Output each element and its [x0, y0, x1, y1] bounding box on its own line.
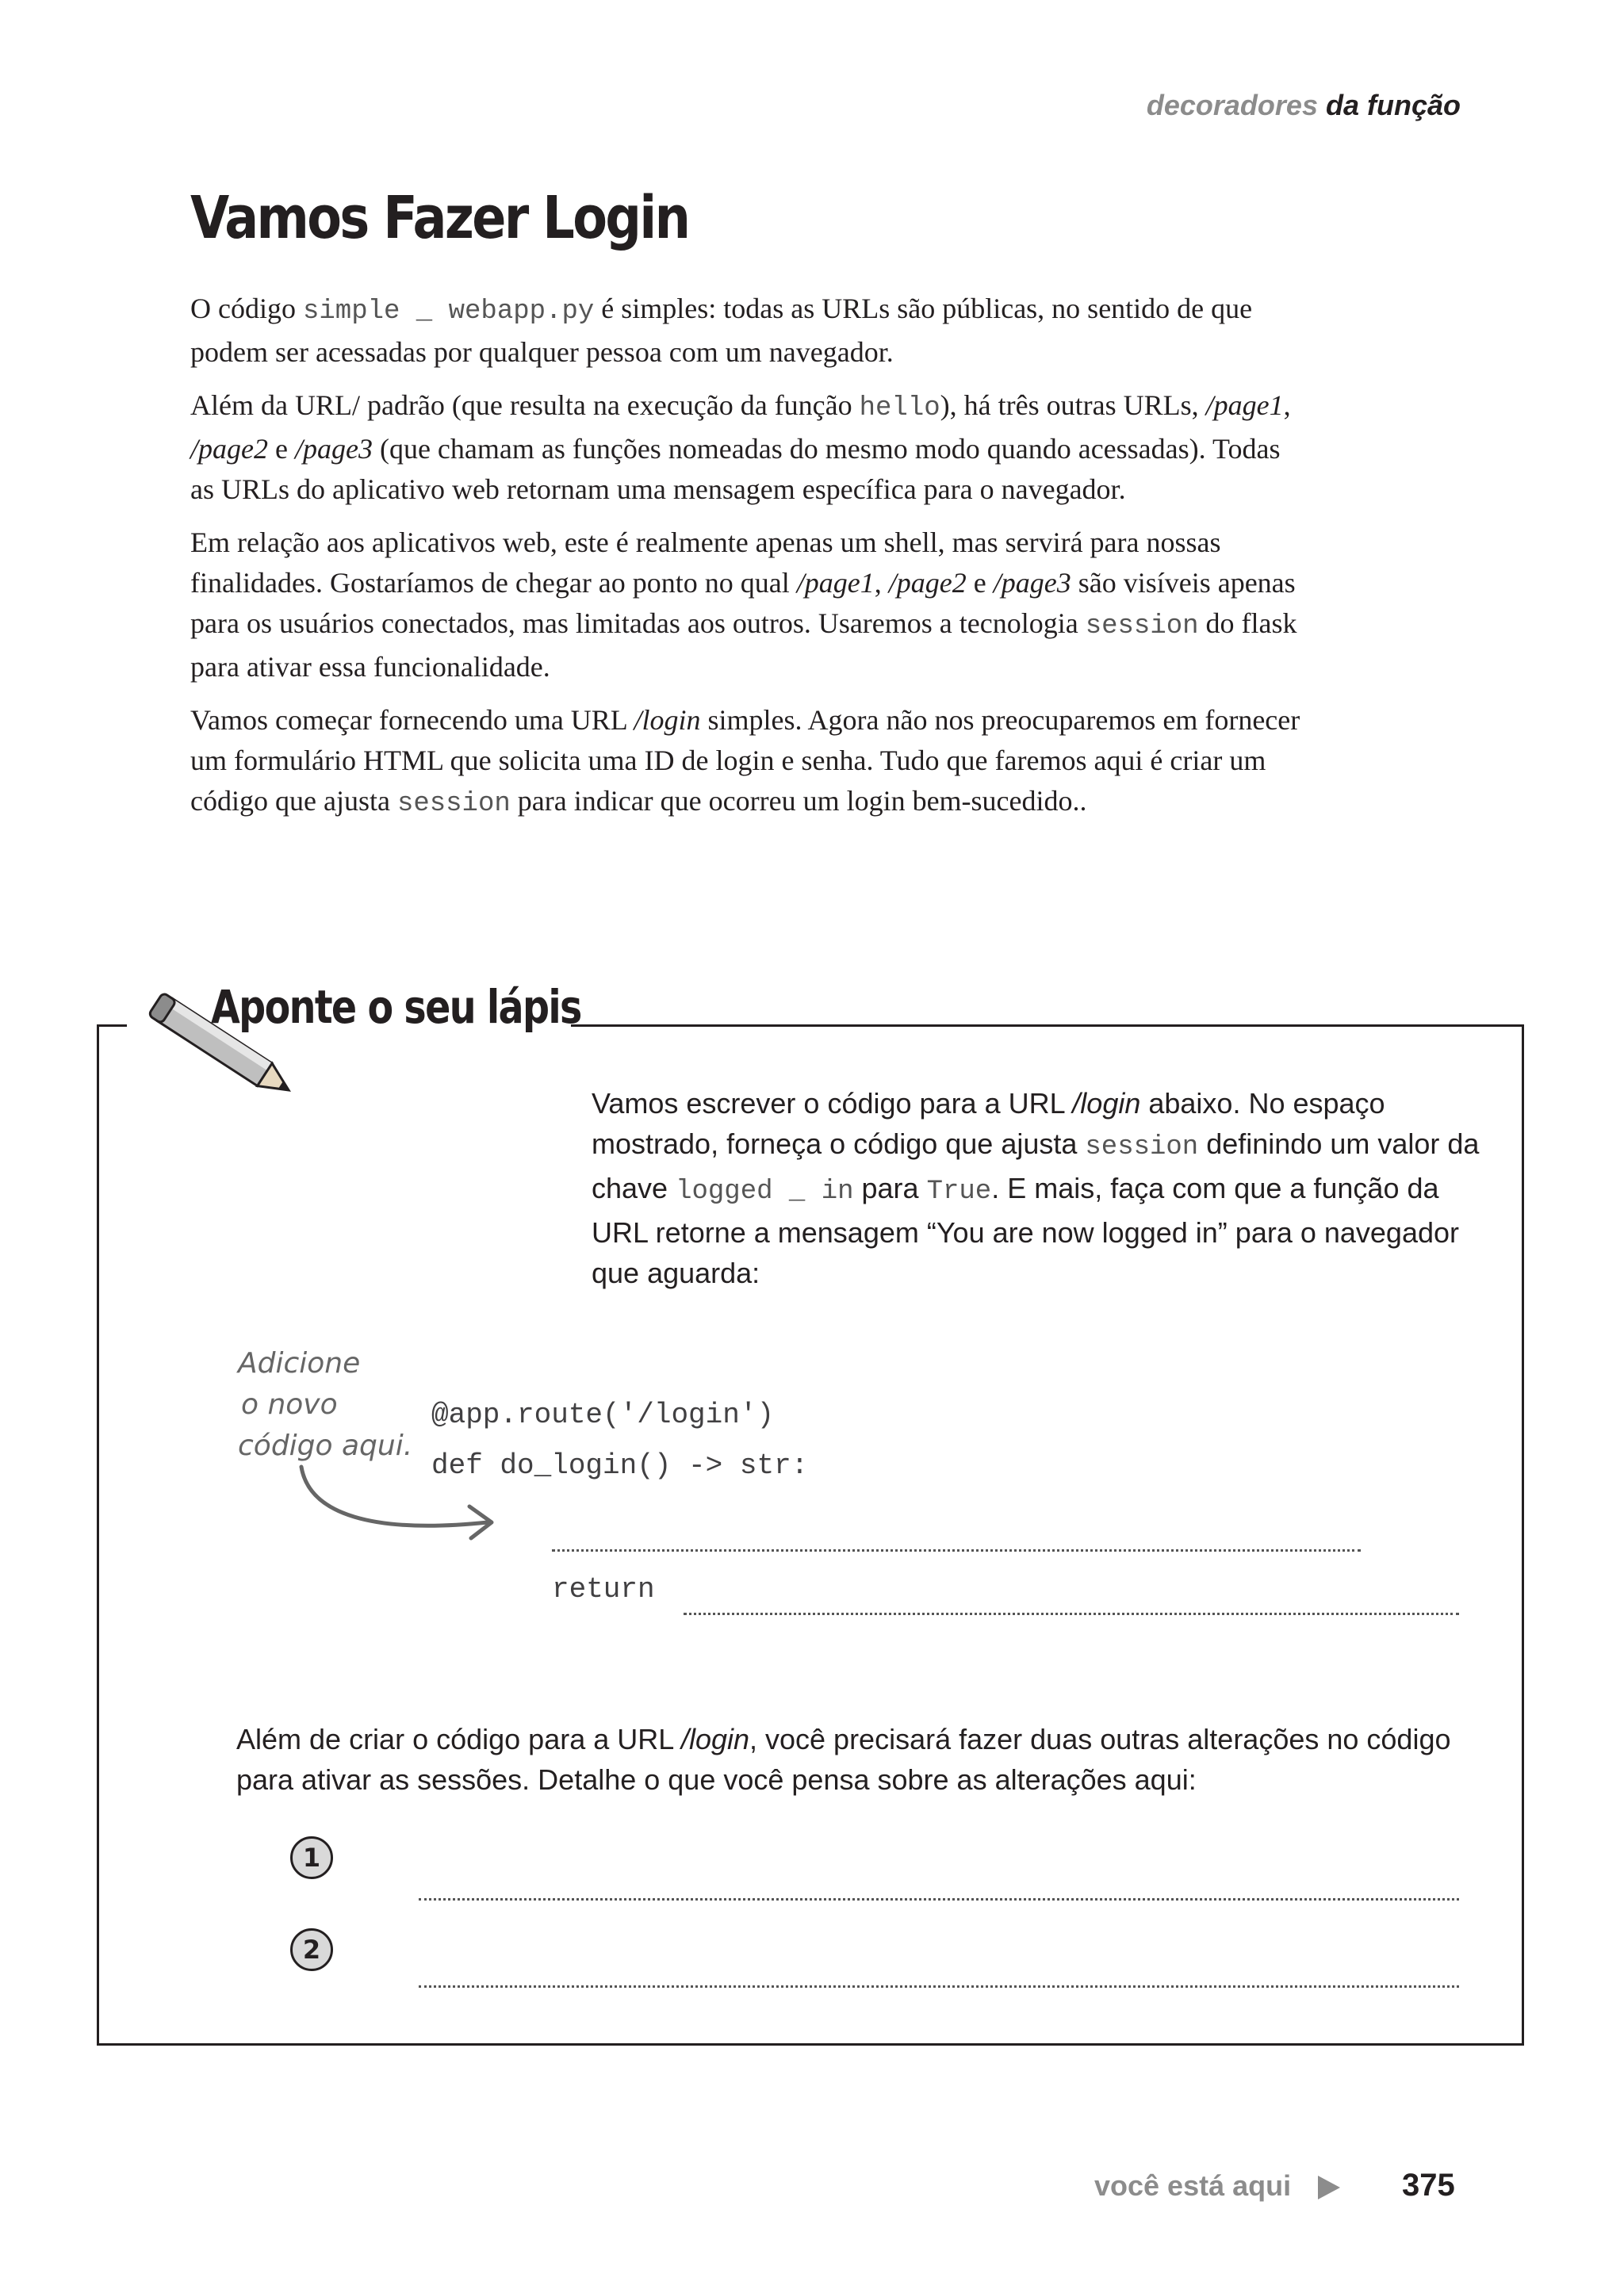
text: é simples: todas as URLs são públicas, no sentido de que podem ser acessadas por qualquer pessoa com um navegador. [190, 293, 1253, 368]
text: simples. Agora não nos preocuparemos em fornecer um formulário HTML que solicita uma ID de login e senha. Tudo que faremos aqui é criar um código que ajusta [190, 704, 1300, 817]
url-path: /login [634, 704, 701, 736]
answer-line-2[interactable] [419, 1985, 1459, 1988]
code-return-keyword: return [552, 1573, 655, 1606]
handnote-line: o novo [241, 1388, 338, 1421]
text: , [1283, 389, 1291, 421]
text: e [267, 433, 295, 465]
section-name-strong: da função [1325, 89, 1461, 121]
handnote-line: Adicione [238, 1347, 361, 1380]
paragraph-4 [190, 700, 1300, 825]
text: . E mais, faça com que a função da URL retorne a mensagem “You are now logged in” para o navegador que aguarda: [592, 1172, 1460, 1289]
page-title: Vamos Fazer Login [190, 184, 689, 252]
handnote-line: código aqui. [238, 1430, 413, 1462]
url-path: /page2 [190, 433, 268, 465]
text: O código [190, 293, 303, 324]
code-decorator-line: @app.route('/login') [431, 1399, 775, 1431]
text: Além de criar o código para a URL [236, 1723, 681, 1755]
url-path: /page3 [993, 567, 1071, 599]
page-number: 375 [1402, 2168, 1455, 2203]
inline-code: session [396, 789, 511, 819]
text: são visíveis apenas para os usuários conectados, mas limitadas aos outros. Usaremos a tecnologia [190, 567, 1296, 639]
section-name-soft: decoradores [1146, 89, 1318, 121]
text: , [874, 567, 889, 599]
code-def-line: def do_login() -> str: [431, 1449, 809, 1482]
extra-question [236, 1719, 1489, 1800]
footer-label: você está aqui [1094, 2169, 1292, 2202]
running-header [1147, 89, 1461, 122]
text: ), há três outras URLs, [940, 389, 1206, 421]
paragraph-2 [190, 385, 1300, 510]
text: Em relação aos aplicativos web, este é realmente apenas um shell, mas servirá para nossas finalidades. Gostaríamos de chegar ao ponto no qual [190, 526, 1221, 599]
url-path: /page1 [1205, 389, 1284, 421]
text: Além da URL/ padrão (que resulta na execução da função [190, 389, 860, 421]
text: Vamos começar fornecendo uma URL [190, 704, 634, 736]
url-path: /page2 [888, 567, 967, 599]
body-text [190, 289, 1300, 837]
inline-code: session [1085, 1132, 1199, 1162]
text: abaixo. No espaço mostrado, forneça o código que ajusta [592, 1087, 1385, 1160]
paragraph-1 [190, 289, 1300, 373]
triangle-right-icon [1318, 2176, 1340, 2199]
inline-code: session [1085, 611, 1199, 641]
inline-code: logged _ in [676, 1177, 854, 1207]
text: Vamos escrever o código para a URL [592, 1087, 1073, 1120]
url-path: /page3 [294, 433, 373, 465]
inline-code: True [926, 1177, 992, 1207]
url-path: /page1 [796, 567, 875, 599]
text: para [853, 1172, 927, 1204]
answer-line-return[interactable] [684, 1613, 1459, 1615]
exercise-instructions [592, 1083, 1488, 1293]
url-path: /login [1072, 1087, 1141, 1120]
exercise-title: Aponte o seu lápis [211, 980, 581, 1034]
inline-code: simple _ webapp.py [302, 297, 595, 327]
inline-code: hello [859, 393, 940, 423]
handwritten-note [238, 1343, 412, 1467]
text: (que chamam as funções nomeadas do mesmo modo quando acessadas). Todas as URLs do aplicativo web retornam uma mensagem específica para o navegador. [190, 433, 1281, 505]
text: , você precisará fazer duas outras alterações no código para ativar as sessões. Detalhe o que você pensa sobre as alterações aqui: [236, 1723, 1451, 1796]
text: e [966, 567, 994, 599]
paragraph-3 [190, 523, 1300, 687]
text: do flask para ativar essa funcionalidade. [190, 607, 1297, 683]
answer-number-2: 2 [290, 1928, 333, 1971]
url-path: /login [680, 1723, 749, 1755]
answer-number-1: 1 [290, 1836, 333, 1879]
text: para indicar que ocorreu um login bem-sucedido.. [510, 785, 1087, 817]
answer-line-1[interactable] [419, 1898, 1459, 1901]
text: definindo um valor da chave [592, 1127, 1480, 1204]
answer-line-session[interactable] [552, 1549, 1361, 1552]
